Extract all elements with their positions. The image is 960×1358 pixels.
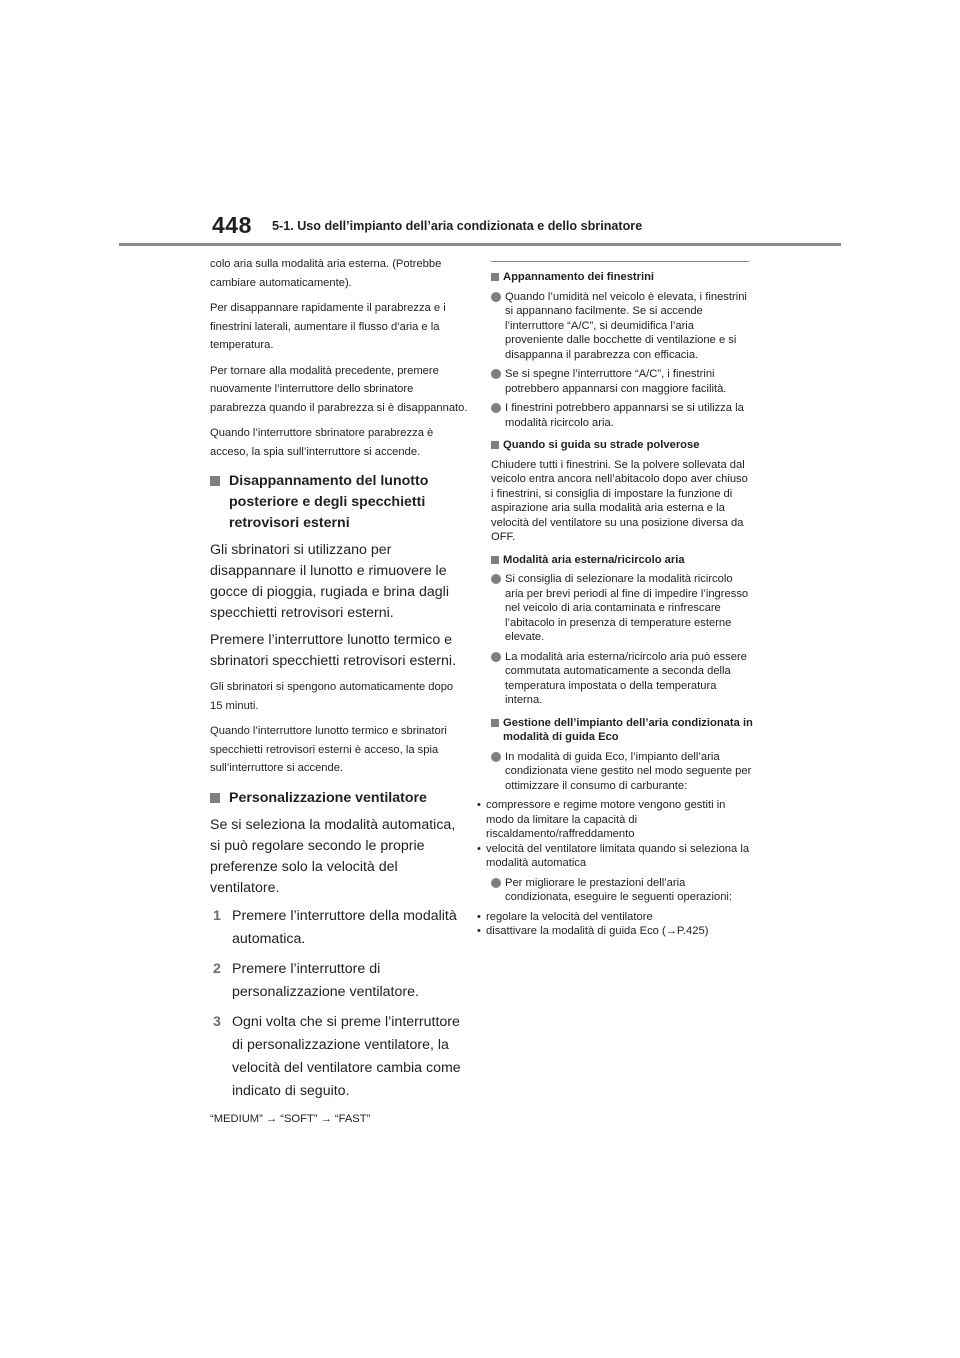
page-number: 448	[212, 212, 252, 238]
paragraph: Gli sbrinatori si spengono automaticamente dopo 15 minuti.	[210, 681, 454, 712]
list-item-text: I finestrini potrebbero appannarsi se si utilizza la modalità ricircolo aria.	[505, 402, 744, 429]
step-number: 1	[213, 907, 221, 924]
circle-bullet-icon	[491, 574, 501, 584]
square-bullet-icon	[210, 793, 220, 803]
sub-list-text: velocità del ventilatore limitata quando si seleziona la modalità automatica	[486, 842, 750, 869]
list-item	[491, 650, 753, 708]
section-heading	[491, 270, 753, 285]
header-divider	[119, 243, 841, 246]
paragraph: Per tornare alla modalità precedente, premere nuovamente l’interruttore dello sbrinatore parabrezza quando il parabrezza si è disappannato.	[210, 364, 468, 414]
square-bullet-icon	[491, 441, 499, 449]
paragraph: Premere l’interruttore lunotto termico e sbrinatori specchietti retrovisori esterni.	[210, 632, 457, 669]
step-text: Ogni volta che si preme l’interruttore di personalizzazione ventilatore, la velocità del ventilatore cambia come indicato di seguito.	[232, 1013, 461, 1099]
circle-bullet-icon	[491, 403, 501, 413]
list-item-text: Se si spegne l’interruttore “A/C”, i finestrini potrebbero appannarsi con maggiore facilità.	[505, 368, 727, 395]
step-item	[210, 1011, 468, 1103]
circle-bullet-icon	[491, 752, 501, 762]
step-item	[210, 958, 468, 1004]
bullet-glyph: •	[477, 799, 481, 811]
paragraph: Chiudere tutti i finestrini. Se la polvere sollevata dal veicolo entra ancora nell’abitacolo dopo aver chiuso i finestrini, si consiglia di impostare la funzione di aspirazione aria sulla modalità aria esterna e la velocità del ventilatore su una posizione diversa da OFF.	[491, 458, 748, 543]
sub-list-item	[477, 924, 753, 939]
bullet-glyph: •	[477, 842, 481, 855]
column-divider	[491, 261, 749, 262]
bullet-glyph: •	[477, 925, 481, 937]
section-heading	[210, 471, 468, 534]
list-item-text: La modalità aria esterna/ricircolo aria può essere commutata automaticamente a seconda della temperatura impostata o della temperatura interna.	[505, 650, 747, 706]
sub-list-text: regolare la velocità del ventilatore	[486, 910, 653, 923]
sub-list-item	[477, 798, 753, 842]
sub-list-text: disattivare la modalità di guida Eco (→P.425)	[486, 925, 709, 937]
square-bullet-icon	[210, 476, 220, 486]
paragraph: Per disappannare rapidamente il parabrezza e i finestrini laterali, aumentare il flusso d’aria e la temperatura.	[210, 302, 446, 351]
paragraph: Se si seleziona la modalità automatica, si può regolare secondo le proprie preferenze solo la velocità del ventilatore.	[210, 816, 456, 896]
step-number: 3	[213, 1013, 221, 1030]
list-item	[491, 572, 753, 645]
square-bullet-icon	[491, 273, 499, 281]
step-number: 2	[213, 960, 221, 977]
heading-text: Modalità aria esterna/ricircolo aria	[503, 553, 685, 566]
paragraph: Quando l’interruttore sbrinatore parabrezza è acceso, la spia sull’interruttore si accende.	[210, 427, 434, 458]
list-item-text: Si consiglia di selezionare la modalità ricircolo aria per brevi periodi al fine di impedire l’ingresso nel veicolo di aria contaminata e rinfrescare l’abitacolo in presenza di temperature esterne elevate.	[505, 573, 749, 643]
section-heading	[491, 553, 753, 568]
list-item	[491, 750, 753, 794]
step-text: Premere l’interruttore della modalità automatica.	[232, 907, 457, 947]
step-item	[210, 905, 468, 951]
heading-text: Quando si guida su strade polverose	[503, 439, 700, 451]
sub-list-item	[477, 910, 753, 925]
heading-text: Personalizzazione ventilatore	[229, 789, 427, 806]
right-column	[477, 261, 753, 939]
bullet-glyph: •	[477, 910, 481, 923]
circle-bullet-icon	[491, 878, 501, 888]
square-bullet-icon	[491, 719, 499, 727]
list-item	[491, 876, 753, 905]
heading-text: Gestione dell’impianto dell’aria condizionata in modalità di guida Eco	[503, 716, 753, 743]
list-item	[491, 401, 753, 430]
list-item	[491, 367, 753, 396]
step-text: Premere l’interruttore di personalizzazione ventilatore.	[232, 960, 419, 1000]
section-heading	[210, 788, 468, 809]
section-title: 5-1. Uso dell’impianto dell’aria condizionata e dello sbrinatore	[272, 219, 643, 233]
circle-bullet-icon	[491, 652, 501, 662]
speed-sequence: “MEDIUM” → “SOFT” → “FAST”	[210, 1112, 371, 1125]
circle-bullet-icon	[491, 292, 501, 302]
square-bullet-icon	[491, 556, 499, 564]
list-item-text: Quando l’umidità nel veicolo è elevata, i finestrini si appannano facilmente. Se si accende l’interruttore “A/C”, si deumidifica l’aria proveniente dalle bocchette di ventilazione e si disappanna il parabrezza con efficacia.	[505, 290, 747, 361]
paragraph: Quando l’interruttore lunotto termico e sbrinatori specchietti retrovisori esterni è acceso, la spia sull’interruttore si accende.	[210, 725, 447, 774]
list-item	[491, 290, 753, 363]
paragraph: Gli sbrinatori si utilizzano per disappannare il lunotto e rimuovere le gocce di pioggia, rugiada e brina dagli specchietti retrovisori esterni.	[210, 542, 449, 621]
paragraph: colo aria sulla modalità aria esterna. (Potrebbe cambiare automaticamente).	[210, 258, 442, 289]
heading-text: Appannamento dei finestrini	[503, 271, 655, 283]
sub-list-item	[477, 842, 753, 871]
circle-bullet-icon	[491, 369, 501, 379]
list-item-text: Per migliorare le prestazioni dell’aria condizionata, eseguire le seguenti operazioni:	[505, 876, 733, 903]
list-item-text: In modalità di guida Eco, l’impianto dell’aria condizionata viene gestito nel modo seguente per ottimizzare il consumo di carburante:	[505, 750, 752, 792]
left-column	[210, 255, 468, 1135]
heading-text: Disappannamento del lunotto posteriore e degli specchietti retrovisori esterni	[229, 473, 429, 531]
section-heading	[491, 438, 753, 453]
section-heading	[491, 716, 753, 745]
sub-list-text: compressore e regime motore vengono gestiti in modo da limitare la capacità di riscaldamento/raffreddamento	[486, 799, 726, 840]
